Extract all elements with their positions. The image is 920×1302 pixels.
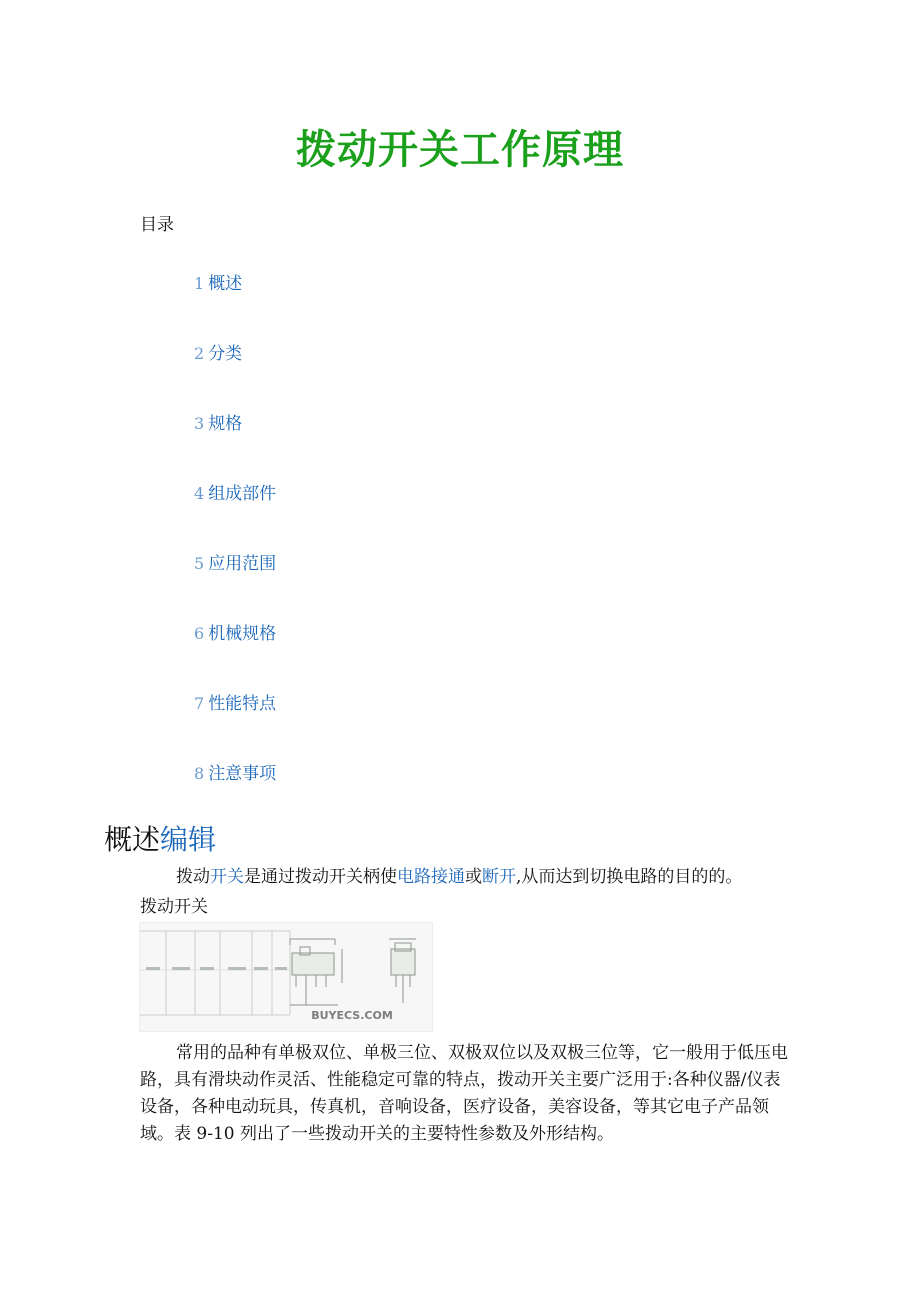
document-title: 拨动开关工作原理 (296, 127, 624, 173)
toc-item-classification[interactable] (194, 339, 242, 364)
toc-item-label: 组成部件 (208, 484, 277, 504)
link-circuit-on[interactable]: 电路接通 (397, 867, 465, 887)
overview-paragraph (140, 864, 792, 891)
section-title: 概述 (104, 823, 161, 856)
body-text: 常用的品种有单极双位、单极三位、双极双位以及双极三位等，它一般用于低压电路，具有滑块动作灵活、性能稳定可靠的特点，拨动开关主要广泛用于:各种仪器/仪表设备，各种电动玩具，传真机，音响设备，医疗设备，美容设备，等其它电子产品领域。表 9-10 列出了一些拨动开关的主要特性参数及外形结构。 (140, 1043, 788, 1144)
toc-item-label: 概述 (208, 274, 243, 294)
toc-item-label: 应用范围 (208, 554, 277, 574)
diagram-drawing (140, 923, 432, 1031)
figure-caption: 拨动开关 (140, 897, 208, 917)
toc-item-label: 规格 (208, 414, 243, 434)
toc-item-precautions[interactable] (194, 759, 276, 784)
toc-item-number: 4 (194, 484, 205, 503)
toc-item-components[interactable] (194, 479, 276, 504)
toc-item-features[interactable] (194, 689, 276, 714)
figure-watermark: BUYECS.COM (311, 1009, 393, 1022)
toggle-switch-diagram (139, 922, 433, 1032)
toc-item-number: 2 (194, 344, 205, 363)
section-heading (104, 818, 216, 858)
toc-item-label: 注意事项 (208, 764, 277, 784)
text-run: 或 (465, 867, 482, 887)
toc-item-number: 1 (194, 274, 205, 293)
link-break[interactable]: 断开 (482, 867, 516, 887)
toc-item-label: 分类 (208, 344, 243, 364)
toc-heading: 目录 (140, 215, 174, 235)
toc-item-applications[interactable] (194, 549, 276, 574)
text-run: 是通过拨动开关柄使 (244, 867, 397, 887)
text-run: ,从而达到切换电路的目的的。 (516, 867, 743, 887)
body-paragraph (140, 1040, 792, 1148)
toc-item-number: 8 (194, 764, 205, 783)
edit-link[interactable]: 编辑 (160, 823, 217, 856)
toc-item-number: 5 (194, 554, 205, 573)
toc-item-label: 机械规格 (208, 624, 277, 644)
toc-item-number: 7 (194, 694, 205, 713)
toc-item-number: 6 (194, 624, 205, 643)
text-run: 拨动 (176, 867, 210, 887)
toc-item-specifications[interactable] (194, 409, 242, 434)
toc-item-number: 3 (194, 414, 205, 433)
toc-item-label: 性能特点 (208, 694, 277, 714)
link-switch[interactable]: 开关 (210, 867, 244, 887)
toc-item-overview[interactable] (194, 269, 242, 294)
toc-item-mechanical-specs[interactable] (194, 619, 276, 644)
